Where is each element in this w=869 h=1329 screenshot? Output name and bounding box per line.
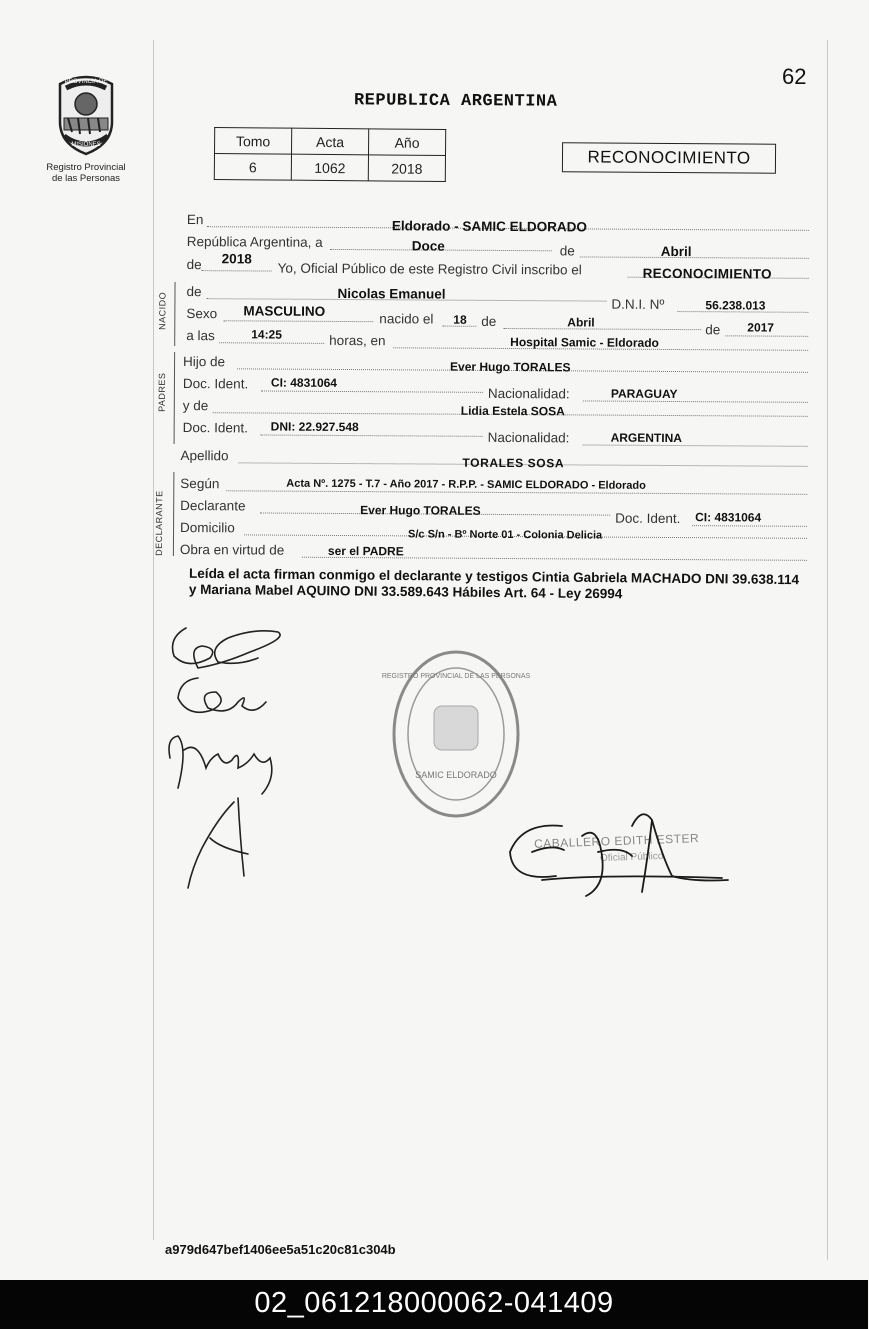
value-anio: 2018 bbox=[368, 155, 445, 182]
value-year: 2018 bbox=[221, 251, 252, 267]
label-sexo: Sexo bbox=[186, 306, 218, 322]
label-declarante: Declarante bbox=[180, 498, 246, 514]
label-mother-doc: Doc. Ident. bbox=[182, 420, 249, 436]
label-inscribo: Yo, Oficial Público de este Registro Civil inscribo el bbox=[277, 260, 582, 278]
label-republica: República Argentina, a bbox=[186, 234, 323, 250]
value-month: Abril bbox=[660, 243, 692, 260]
value-mother-nationality: ARGENTINA bbox=[610, 430, 683, 446]
label-domicilio: Domicilio bbox=[180, 520, 235, 536]
label-mother-nationality: Nacionalidad: bbox=[487, 429, 570, 446]
value-tomo: 6 bbox=[214, 153, 291, 180]
value-segun: Acta Nº. 1275 - T.7 - Año 2017 - R.P.P. - SAMIC ELDORADO - Eldorado bbox=[286, 477, 646, 492]
label-a-las: a las bbox=[186, 328, 215, 344]
record-type-box: RECONOCIMIENTO bbox=[562, 142, 776, 173]
value-day: Doce bbox=[411, 238, 445, 254]
label-de-birth-year: de bbox=[705, 322, 721, 338]
section-label-nacido: NACIDO bbox=[157, 291, 168, 330]
official-seal bbox=[381, 648, 531, 820]
logo-text-bottom: MISIONES bbox=[71, 142, 101, 148]
value-place: Eldorado - SAMIC ELDORADO bbox=[391, 218, 587, 235]
label-de: de bbox=[559, 243, 575, 259]
header-tomo: Tomo bbox=[215, 127, 292, 154]
document-title: REPUBLICA ARGENTINA bbox=[353, 91, 558, 112]
header-anio: Año bbox=[368, 129, 445, 156]
label-segun: Según bbox=[180, 476, 220, 492]
dotted-line bbox=[202, 270, 272, 271]
section-label-declarante: DECLARANTE bbox=[153, 490, 165, 556]
label-en: En bbox=[186, 212, 204, 228]
header-acta: Acta bbox=[292, 128, 369, 155]
dotted-line bbox=[580, 256, 809, 258]
section-label-padres: PADRES bbox=[156, 372, 168, 412]
value-child-name: Nicolas Emanuel bbox=[337, 285, 446, 302]
value-act-type: RECONOCIMIENTO bbox=[642, 265, 772, 282]
label-de-month: de bbox=[481, 313, 497, 329]
value-acta: 1062 bbox=[291, 154, 368, 181]
closing-text: Leída el acta firman conmigo el declarante y testigos Cintia Gabriela MACHADO DNI 39.638.114 y Mariana Mabel AQUINO DNI 33.589.643 Hábiles Art. 64 - Ley 26994 bbox=[188, 565, 800, 602]
value-mother-name: Lidia Estela SOSA bbox=[460, 403, 565, 419]
label-obra: Obra en virtud de bbox=[179, 542, 285, 558]
section-bracket bbox=[174, 352, 176, 444]
dotted-line bbox=[503, 328, 701, 330]
value-father-doc: CI: 4831064 bbox=[270, 375, 338, 390]
label-de-name: de bbox=[186, 284, 202, 300]
value-domicilio: S/c S/n - Bº Norte 01 - Colonia Delicia bbox=[407, 528, 603, 542]
logo-caption-line-1: Registro Provincial bbox=[46, 162, 126, 173]
seal-inner-text: SAMIC ELDORADO bbox=[415, 770, 497, 780]
value-birth-hour: 14:25 bbox=[251, 327, 282, 342]
section-bracket bbox=[174, 282, 175, 346]
label-hijo-de: Hijo de bbox=[183, 354, 226, 370]
label-de-year: de bbox=[186, 257, 202, 273]
official-stamp-role: Oficial Público bbox=[599, 850, 664, 865]
label-apellido: Apellido bbox=[180, 448, 229, 464]
footer-code-bar: 02_061218000062-041409 bbox=[0, 1280, 868, 1329]
value-father-name: Ever Hugo TORALES bbox=[450, 359, 571, 375]
page-number: 62 bbox=[782, 64, 807, 89]
label-father-nationality: Nacionalidad: bbox=[487, 385, 570, 402]
logo-text-top: PROVINCIA DE bbox=[64, 79, 108, 85]
value-declarante-doc: CI: 4831064 bbox=[695, 510, 762, 525]
label-horas-en: horas, en bbox=[329, 332, 386, 349]
value-sexo: MASCULINO bbox=[243, 303, 326, 319]
label-dni: D.N.I. Nº bbox=[611, 296, 665, 312]
label-father-doc: Doc. Ident. bbox=[182, 376, 249, 392]
label-declarante-doc: Doc. Ident. bbox=[615, 510, 681, 527]
value-obra: ser el PADRE bbox=[327, 543, 404, 559]
value-birth-year: 2017 bbox=[747, 320, 775, 335]
value-birth-month: Abril bbox=[567, 315, 595, 330]
witness-signatures bbox=[158, 618, 298, 898]
logo-caption-line-2: de las Personas bbox=[51, 173, 121, 184]
section-bracket bbox=[173, 472, 175, 556]
value-mother-doc: DNI: 22.927.548 bbox=[270, 419, 359, 435]
value-apellido: TORALES SOSA bbox=[462, 455, 565, 471]
seal-ring-text: REGISTRO PROVINCIAL DE LAS PERSONAS bbox=[381, 673, 531, 680]
value-birth-place: Hospital Samic - Eldorado bbox=[510, 335, 659, 350]
value-child-dni: 56.238.013 bbox=[705, 298, 766, 313]
document-hash: a979d647bef1406ee5a51c20c81c304b bbox=[165, 1242, 396, 1257]
label-nacido-el: nacido el bbox=[379, 311, 434, 327]
label-y-de: y de bbox=[182, 398, 209, 414]
official-signature bbox=[502, 796, 742, 906]
value-birth-day: 18 bbox=[453, 312, 467, 327]
value-declarante: Ever Hugo TORALES bbox=[360, 503, 481, 518]
official-stamp-name: CABALLERO EDITH ESTER bbox=[533, 831, 700, 851]
value-father-nationality: PARAGUAY bbox=[610, 386, 678, 402]
